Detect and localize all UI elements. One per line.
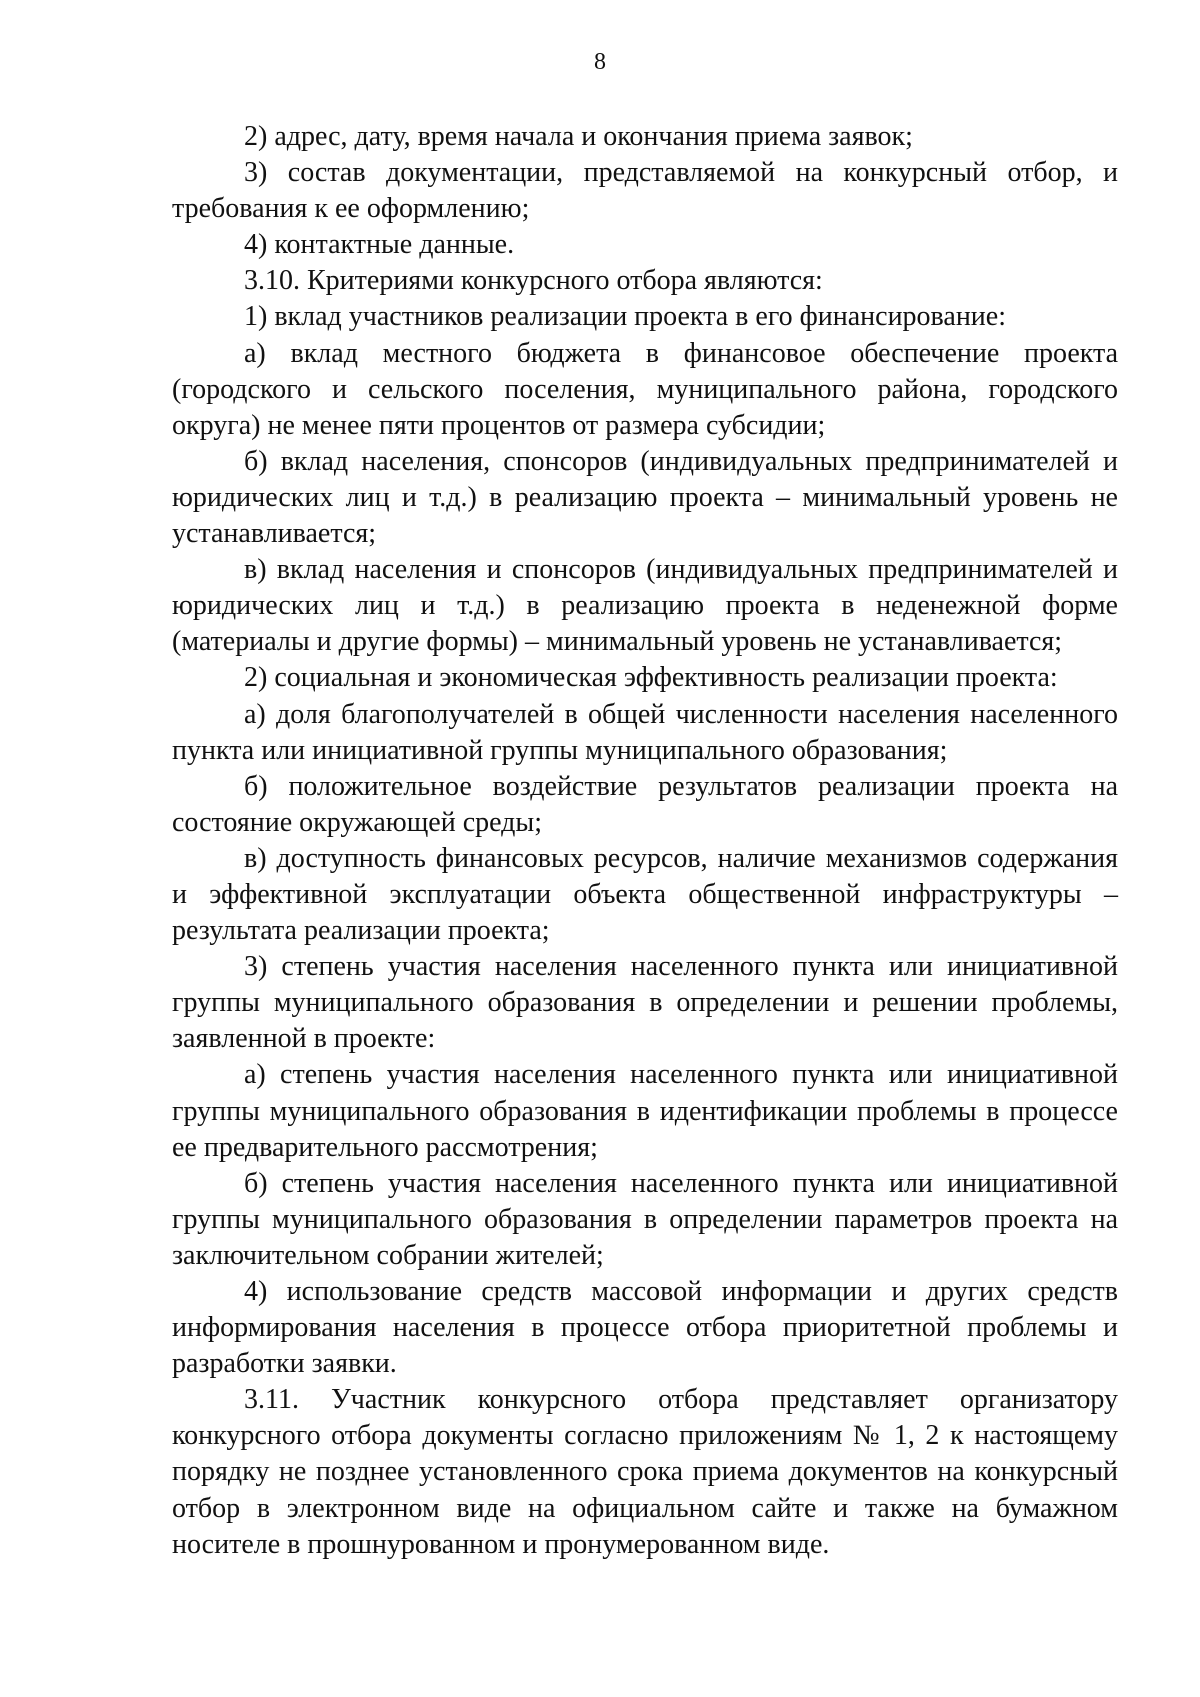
paragraph-criterion-3b: б) степень участия населения населенного пункта или инициативной группы муниципального образования в определении параметров проекта на заключительном собрании жителей; bbox=[172, 1167, 1118, 1271]
page-number: 8 bbox=[594, 49, 606, 75]
paragraph-criterion-3a: а) степень участия населения населенного пункта или инициативной группы муниципального образования в идентификации проблемы в процессе ее предварительного рассмотрения; bbox=[172, 1059, 1118, 1163]
paragraph-section-3-11: 3.11. Участник конкурсного отбора представляет организатору конкурсного отбора документы согласно приложениям № 1, 2 к настоящему порядку не позднее установленного срока приема документов на конкурсный отбор в электронном виде на официальном сайте и также на бумажном носителе в прошнурованном и пронумерованном виде. bbox=[172, 1384, 1118, 1560]
paragraph-criterion-2v: в) доступность финансовых ресурсов, наличие механизмов содержания и эффективной эксплуатации объекта общественной инфраструктуры – результата реализации проекта; bbox=[172, 842, 1118, 947]
paragraph-criterion-2a: а) доля благополучателей в общей численности населения населенного пункта или инициативной группы муниципального образования; bbox=[172, 698, 1118, 766]
paragraph-criterion-2b: б) положительное воздействие результатов реализации проекта на состояние окружающей среды; bbox=[172, 770, 1118, 838]
paragraph-item-2-address: 2) адрес, дату, время начала и окончания приема заявок; bbox=[244, 121, 913, 152]
document-body bbox=[172, 119, 1118, 1563]
paragraph-item-4-contacts: 4) контактные данные. bbox=[244, 229, 515, 261]
paragraph-section-3-10: 3.10. Критериями конкурсного отбора являются: bbox=[244, 265, 823, 297]
paragraph-criterion-2: 2) социальная и экономическая эффективность реализации проекта: bbox=[244, 662, 1058, 694]
paragraph-criterion-4: 4) использование средств массовой информации и других средств информирования населения в процессе отбора приоритетной проблемы и разработки заявки. bbox=[172, 1276, 1118, 1380]
paragraph-criterion-1v: в) вклад населения и спонсоров (индивидуальных предпринимателей и юридических лиц и т.д.) в реализацию проекта в неденежной форме (материалы и другие формы) – минимальный уровень не устанавливается; bbox=[172, 554, 1118, 658]
paragraph-item-3-documentation: 3) состав документации, представляемой на конкурсный отбор, и требования к ее оформлению; bbox=[172, 157, 1118, 225]
paragraph-criterion-3: 3) степень участия населения населенного пункта или инициативной группы муниципального образования в определении и решении проблемы, заявленной в проекте: bbox=[172, 951, 1118, 1055]
paragraph-criterion-1b: б) вклад населения, спонсоров (индивидуальных предпринимателей и юридических лиц и т.д.) в реализацию проекта – минимальный уровень не устанавливается; bbox=[172, 445, 1118, 550]
paragraph-criterion-1a: а) вклад местного бюджета в финансовое обеспечение проекта (городского и сельского поселения, муниципального района, городского округа) не менее пяти процентов от размера субсидии; bbox=[172, 337, 1118, 441]
paragraph-criterion-1: 1) вклад участников реализации проекта в его финансирование: bbox=[244, 301, 1007, 333]
